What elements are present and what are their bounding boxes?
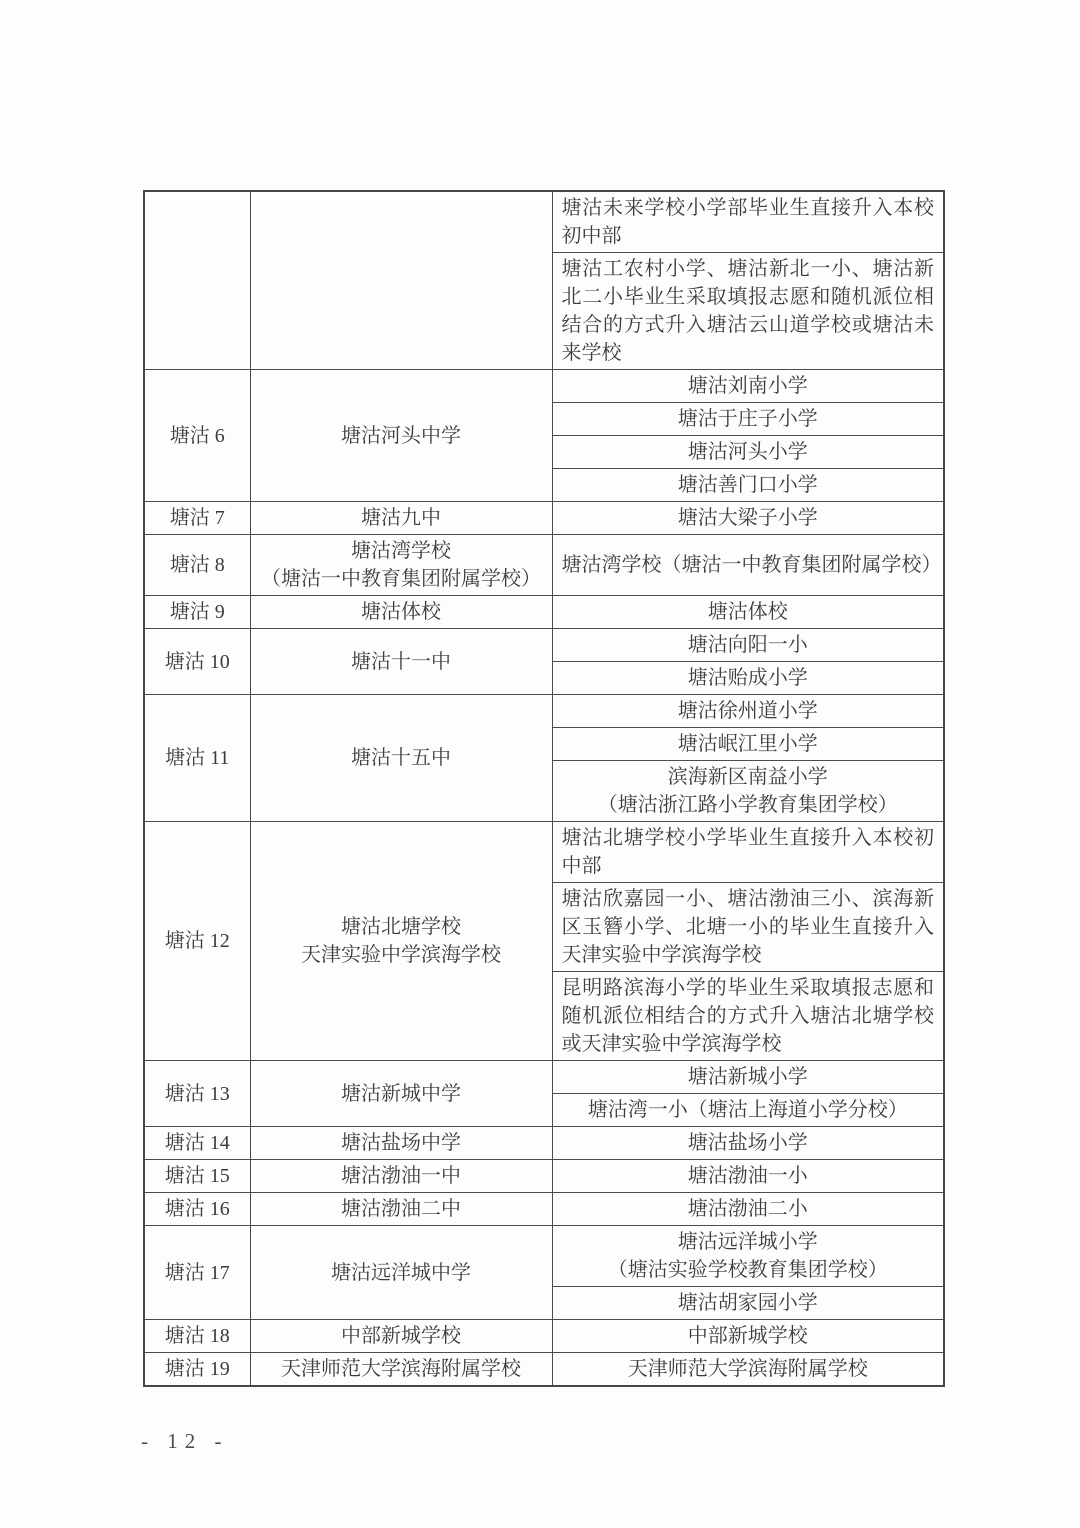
primary-school-cell: 滨海新区南益小学 （塘沽浙江路小学教育集团学校）	[552, 761, 944, 822]
primary-school-cell: 塘沽向阳一小	[552, 629, 944, 662]
primary-school-cell: 塘沽于庄子小学	[552, 403, 944, 436]
table-row	[144, 1160, 944, 1193]
primary-school-cell: 塘沽北塘学校小学毕业生直接升入本校初中部	[552, 822, 944, 883]
table-row	[144, 535, 944, 596]
middle-school-cell: 塘沽体校	[250, 596, 552, 629]
district-code-cell: 塘沽 18	[144, 1320, 250, 1353]
table-row	[144, 1226, 944, 1287]
middle-school-cell: 塘沽河头中学	[250, 370, 552, 502]
school-table-body	[144, 191, 944, 1386]
primary-school-cell: 塘沽新城小学	[552, 1061, 944, 1094]
table-row	[144, 502, 944, 535]
middle-school-cell: 塘沽九中	[250, 502, 552, 535]
primary-school-cell: 塘沽徐州道小学	[552, 695, 944, 728]
district-code-cell: 塘沽 7	[144, 502, 250, 535]
table-row	[144, 1320, 944, 1353]
district-code-cell: 塘沽 13	[144, 1061, 250, 1127]
primary-school-cell: 塘沽体校	[552, 596, 944, 629]
district-code-cell: 塘沽 15	[144, 1160, 250, 1193]
primary-school-cell: 塘沽刘南小学	[552, 370, 944, 403]
table-row	[144, 1353, 944, 1387]
table-row	[144, 1193, 944, 1226]
middle-school-cell: 塘沽盐场中学	[250, 1127, 552, 1160]
primary-school-cell: 中部新城学校	[552, 1320, 944, 1353]
primary-school-cell: 塘沽大梁子小学	[552, 502, 944, 535]
middle-school-cell: 塘沽远洋城中学	[250, 1226, 552, 1320]
district-code-cell: 塘沽 6	[144, 370, 250, 502]
page-number: - 12 -	[141, 1429, 229, 1453]
middle-school-cell: 塘沽新城中学	[250, 1061, 552, 1127]
table-row	[144, 1127, 944, 1160]
primary-school-cell: 塘沽渤油二小	[552, 1193, 944, 1226]
primary-school-cell: 塘沽工农村小学、塘沽新北一小、塘沽新北二小毕业生采取填报志愿和随机派位相结合的方式升入塘沽云山道学校或塘沽未来学校	[552, 253, 944, 370]
middle-school-cell: 中部新城学校	[250, 1320, 552, 1353]
table-row	[144, 191, 944, 253]
middle-school-cell: 塘沽湾学校 （塘沽一中教育集团附属学校）	[250, 535, 552, 596]
middle-school-cell: 塘沽十一中	[250, 629, 552, 695]
primary-school-cell: 昆明路滨海小学的毕业生采取填报志愿和随机派位相结合的方式升入塘沽北塘学校或天津实验中学滨海学校	[552, 972, 944, 1061]
middle-school-cell: 塘沽北塘学校 天津实验中学滨海学校	[250, 822, 552, 1061]
primary-school-cell: 塘沽善门口小学	[552, 469, 944, 502]
district-code-cell	[144, 191, 250, 370]
district-code-cell: 塘沽 12	[144, 822, 250, 1061]
middle-school-cell: 塘沽渤油二中	[250, 1193, 552, 1226]
district-code-cell: 塘沽 11	[144, 695, 250, 822]
primary-school-cell: 塘沽湾学校（塘沽一中教育集团附属学校）	[552, 535, 944, 596]
table-row	[144, 822, 944, 883]
table-row	[144, 370, 944, 403]
middle-school-cell: 天津师范大学滨海附属学校	[250, 1353, 552, 1387]
primary-school-cell: 塘沽未来学校小学部毕业生直接升入本校初中部	[552, 191, 944, 253]
district-code-cell: 塘沽 16	[144, 1193, 250, 1226]
table-row	[144, 1061, 944, 1094]
primary-school-cell: 塘沽远洋城小学 （塘沽实验学校教育集团学校）	[552, 1226, 944, 1287]
table-row	[144, 596, 944, 629]
district-code-cell: 塘沽 10	[144, 629, 250, 695]
primary-school-cell: 塘沽贻成小学	[552, 662, 944, 695]
middle-school-cell	[250, 191, 552, 370]
primary-school-cell: 塘沽盐场小学	[552, 1127, 944, 1160]
primary-school-cell: 塘沽渤油一小	[552, 1160, 944, 1193]
district-code-cell: 塘沽 8	[144, 535, 250, 596]
primary-school-cell: 塘沽胡家园小学	[552, 1287, 944, 1320]
table-row	[144, 629, 944, 662]
district-code-cell: 塘沽 17	[144, 1226, 250, 1320]
middle-school-cell: 塘沽渤油一中	[250, 1160, 552, 1193]
school-assignment-table	[143, 190, 945, 1387]
primary-school-cell: 天津师范大学滨海附属学校	[552, 1353, 944, 1387]
primary-school-cell: 塘沽河头小学	[552, 436, 944, 469]
primary-school-cell: 塘沽湾一小（塘沽上海道小学分校）	[552, 1094, 944, 1127]
district-code-cell: 塘沽 14	[144, 1127, 250, 1160]
district-code-cell: 塘沽 19	[144, 1353, 250, 1387]
table-row	[144, 695, 944, 728]
district-code-cell: 塘沽 9	[144, 596, 250, 629]
middle-school-cell: 塘沽十五中	[250, 695, 552, 822]
primary-school-cell: 塘沽欣嘉园一小、塘沽渤油三小、滨海新区玉簪小学、北塘一小的毕业生直接升入天津实验中学滨海学校	[552, 883, 944, 972]
primary-school-cell: 塘沽岷江里小学	[552, 728, 944, 761]
